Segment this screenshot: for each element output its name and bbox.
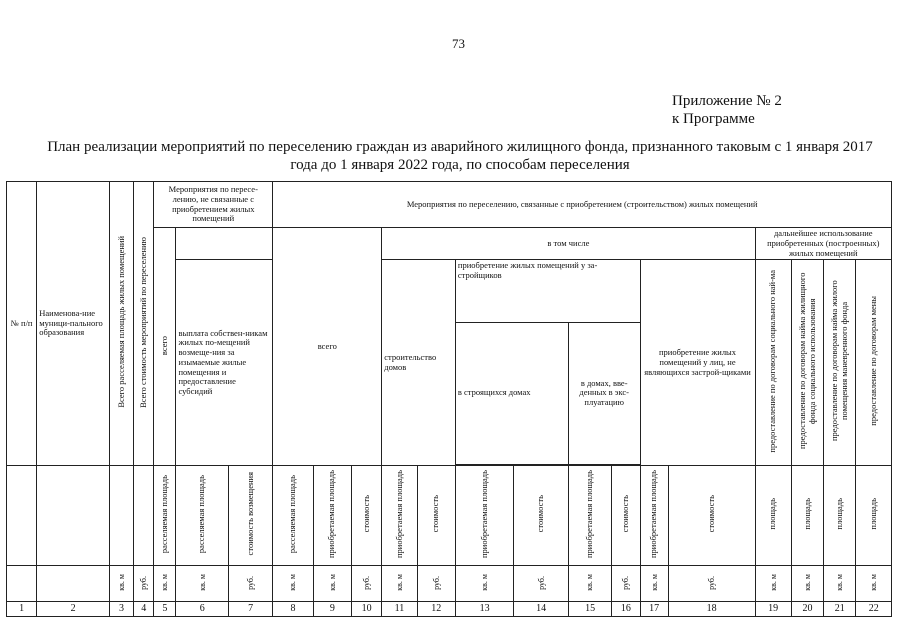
header-nr-total-text: всего: [158, 335, 169, 355]
subheader-cell: [351, 466, 381, 566]
column-number: 10: [351, 602, 381, 617]
subheader-cell: [154, 466, 176, 566]
unit-cell: [109, 566, 133, 602]
header-social-rent: [755, 260, 791, 466]
unit-text: кв. м: [197, 574, 207, 591]
subheader-cell: [856, 466, 892, 566]
subheader-cell: [824, 466, 856, 566]
column-number: 22: [856, 602, 892, 617]
subheader-cell: [455, 466, 514, 566]
header-from-developers: приобретение жилых помещений у за-стройщиков: [455, 260, 640, 322]
unit-text: руб.: [707, 575, 717, 590]
subheader-row: [7, 466, 892, 566]
header-related: Мероприятия по переселению, связанные с приобретением (строительством) жилых помещений: [273, 182, 892, 228]
subheader-text: стоимость: [705, 495, 716, 533]
unit-text: кв. м: [649, 574, 659, 591]
header-num: № п/п: [7, 182, 37, 466]
header-further-use: дальнейшее использование приобретенных (построенных) жилых помещений: [755, 228, 891, 260]
unit-cell: [273, 566, 313, 602]
subheader-text: стоимость: [430, 495, 441, 533]
column-number: 9: [313, 602, 351, 617]
subheader-cell: [228, 466, 272, 566]
plan-table: [6, 181, 892, 617]
appendix-line-1: Приложение № 2: [672, 93, 782, 109]
document-title: План реализации мероприятий по переселению граждан из аварийного жилищного фонда, признанного таковым с 1 января 2017 года до 1 января 2022 года, по способам переселения: [47, 139, 873, 173]
column-number: 21: [824, 602, 856, 617]
subheader-text: стоимость возмещения: [244, 472, 255, 556]
unit-cell: [228, 566, 272, 602]
header-social-use-rent: [791, 260, 823, 466]
unit-text: кв. м: [160, 574, 170, 591]
header-exchange-text: предоставление по договорам мены: [867, 296, 878, 427]
column-number: 8: [273, 602, 313, 617]
column-number: 3: [109, 602, 133, 617]
header-maneuver-rent-text: предоставление по договорам найма жилого помещения маневренного фонда: [828, 280, 849, 442]
unit-cell: [313, 566, 351, 602]
subheader-cell: [417, 466, 455, 566]
unit-text: кв. м: [394, 574, 404, 591]
unit-cell: [417, 566, 455, 602]
header-nr-blank: [176, 228, 273, 260]
subheader-text: приобретаемая площадь: [584, 470, 595, 559]
column-number: 2: [37, 602, 110, 617]
header-nr-payment: выплата собствен-никам жилых по-мещений возмеще-ния за изымаемые жилые помещения и предоставление субсидий: [176, 260, 273, 466]
subheader-blank-1: [7, 466, 37, 566]
column-number: 6: [176, 602, 228, 617]
unit-cell: [612, 566, 640, 602]
header-total-area-text: Всего расселяемая площадь жилых помещений: [115, 236, 126, 408]
unit-cell: [134, 566, 154, 602]
column-number: 18: [668, 602, 755, 617]
subheader-blank-4: [134, 466, 154, 566]
header-social-rent-text: предоставление по договорам социального най-ма: [767, 269, 778, 453]
subheader-cell: [791, 466, 823, 566]
subheader-text: расселяемая площадь: [158, 475, 169, 554]
header-commissioned: в домах, вве-денных в экс-плуатацию: [568, 322, 640, 464]
unit-text: руб.: [139, 575, 149, 590]
subheader-cell: [568, 466, 611, 566]
subheader-text: приобретаемая площадь: [326, 470, 337, 559]
header-maneuver-rent: [824, 260, 856, 466]
subheader-cell: [313, 466, 351, 566]
unit-text: кв. м: [288, 574, 298, 591]
subheader-cell: [755, 466, 791, 566]
header-exchange: [856, 260, 892, 466]
header-r-total: всего: [273, 228, 382, 466]
plan-table-container: [6, 181, 892, 615]
column-number: 19: [755, 602, 791, 617]
subheader-cell: [382, 466, 417, 566]
unit-text: кв. м: [835, 574, 845, 591]
unit-text: кв. м: [480, 574, 490, 591]
header-including: в том числе: [382, 228, 755, 260]
subheader-text: приобретаемая площадь: [478, 470, 489, 559]
subheader-text: приобретаемая площадь: [648, 470, 659, 559]
unit-text: руб.: [621, 575, 631, 590]
column-number: 5: [154, 602, 176, 617]
column-number: 1: [7, 602, 37, 617]
column-number: 17: [640, 602, 668, 617]
column-number: 13: [455, 602, 514, 617]
unit-text: руб.: [431, 575, 441, 590]
appendix-label: [672, 92, 782, 128]
column-number: 16: [612, 602, 640, 617]
header-not-related: Мероприятия по пересе-лению, не связанные с приобретением жилых помещений: [154, 182, 273, 228]
unit-text: руб.: [362, 575, 372, 590]
header-under-construction: в строящихся домах: [455, 322, 568, 464]
unit-text: кв. м: [869, 574, 879, 591]
header-social-use-rent-text: предоставление по договорам найма жилищного фонда социального использования: [796, 273, 817, 450]
subheader-text: стоимость: [619, 495, 630, 533]
page-number: 73: [452, 36, 465, 51]
column-number: 14: [514, 602, 568, 617]
unit-blank-1: [7, 566, 37, 602]
subheader-text: стоимость: [360, 495, 371, 533]
unit-text: кв. м: [802, 574, 812, 591]
unit-cell: [351, 566, 381, 602]
subheader-cell: [640, 466, 668, 566]
subheader-text: стоимость: [535, 495, 546, 533]
subheader-text: расселяемая площадь: [196, 475, 207, 554]
header-total-area: [109, 182, 133, 466]
subheader-cell: [514, 466, 568, 566]
subheader-text: приобретаемая площадь: [393, 470, 404, 559]
header-construction: строительство домов: [382, 260, 456, 466]
column-number: 11: [382, 602, 417, 617]
header-municipality: Наименова-ние муници-пального образования: [37, 182, 110, 466]
unit-cell: [176, 566, 228, 602]
unit-blank-2: [37, 566, 110, 602]
unit-text: кв. м: [116, 574, 126, 591]
appendix-line-2: к Программе: [672, 111, 755, 127]
header-nr-total: [154, 228, 176, 466]
unit-cell: [154, 566, 176, 602]
subheader-text: площадь: [767, 498, 778, 530]
unit-cell: [668, 566, 755, 602]
unit-cell: [755, 566, 791, 602]
subheader-cell: [176, 466, 228, 566]
column-number: 20: [791, 602, 823, 617]
subheader-text: расселяемая площадь: [287, 475, 298, 554]
unit-text: кв. м: [585, 574, 595, 591]
unit-text: кв. м: [327, 574, 337, 591]
unit-cell: [455, 566, 514, 602]
column-number: 7: [228, 602, 272, 617]
header-total-cost-text: Всего стоимость мероприятий по переселению: [137, 236, 148, 408]
column-number: 4: [134, 602, 154, 617]
subheader-text: площадь: [833, 498, 844, 530]
subheader-blank-2: [37, 466, 110, 566]
column-number: 15: [568, 602, 611, 617]
subheader-text: площадь: [867, 498, 878, 530]
units-row: [7, 566, 892, 602]
unit-cell: [514, 566, 568, 602]
subheader-cell: [612, 466, 640, 566]
subheader-cell: [273, 466, 313, 566]
unit-text: руб.: [246, 575, 256, 590]
unit-text: кв. м: [768, 574, 778, 591]
column-number: 12: [417, 602, 455, 617]
unit-text: руб.: [536, 575, 546, 590]
column-numbers-row: [7, 602, 892, 617]
unit-cell: [640, 566, 668, 602]
subheader-blank-3: [109, 466, 133, 566]
unit-cell: [382, 566, 417, 602]
unit-cell: [856, 566, 892, 602]
header-from-non-developers: приобретение жилых помещений у лиц, не являющихся застрой-щиками: [640, 260, 755, 466]
subheader-text: площадь: [801, 498, 812, 530]
unit-cell: [791, 566, 823, 602]
unit-cell: [824, 566, 856, 602]
header-total-cost: [134, 182, 154, 466]
subheader-cell: [668, 466, 755, 566]
unit-cell: [568, 566, 611, 602]
